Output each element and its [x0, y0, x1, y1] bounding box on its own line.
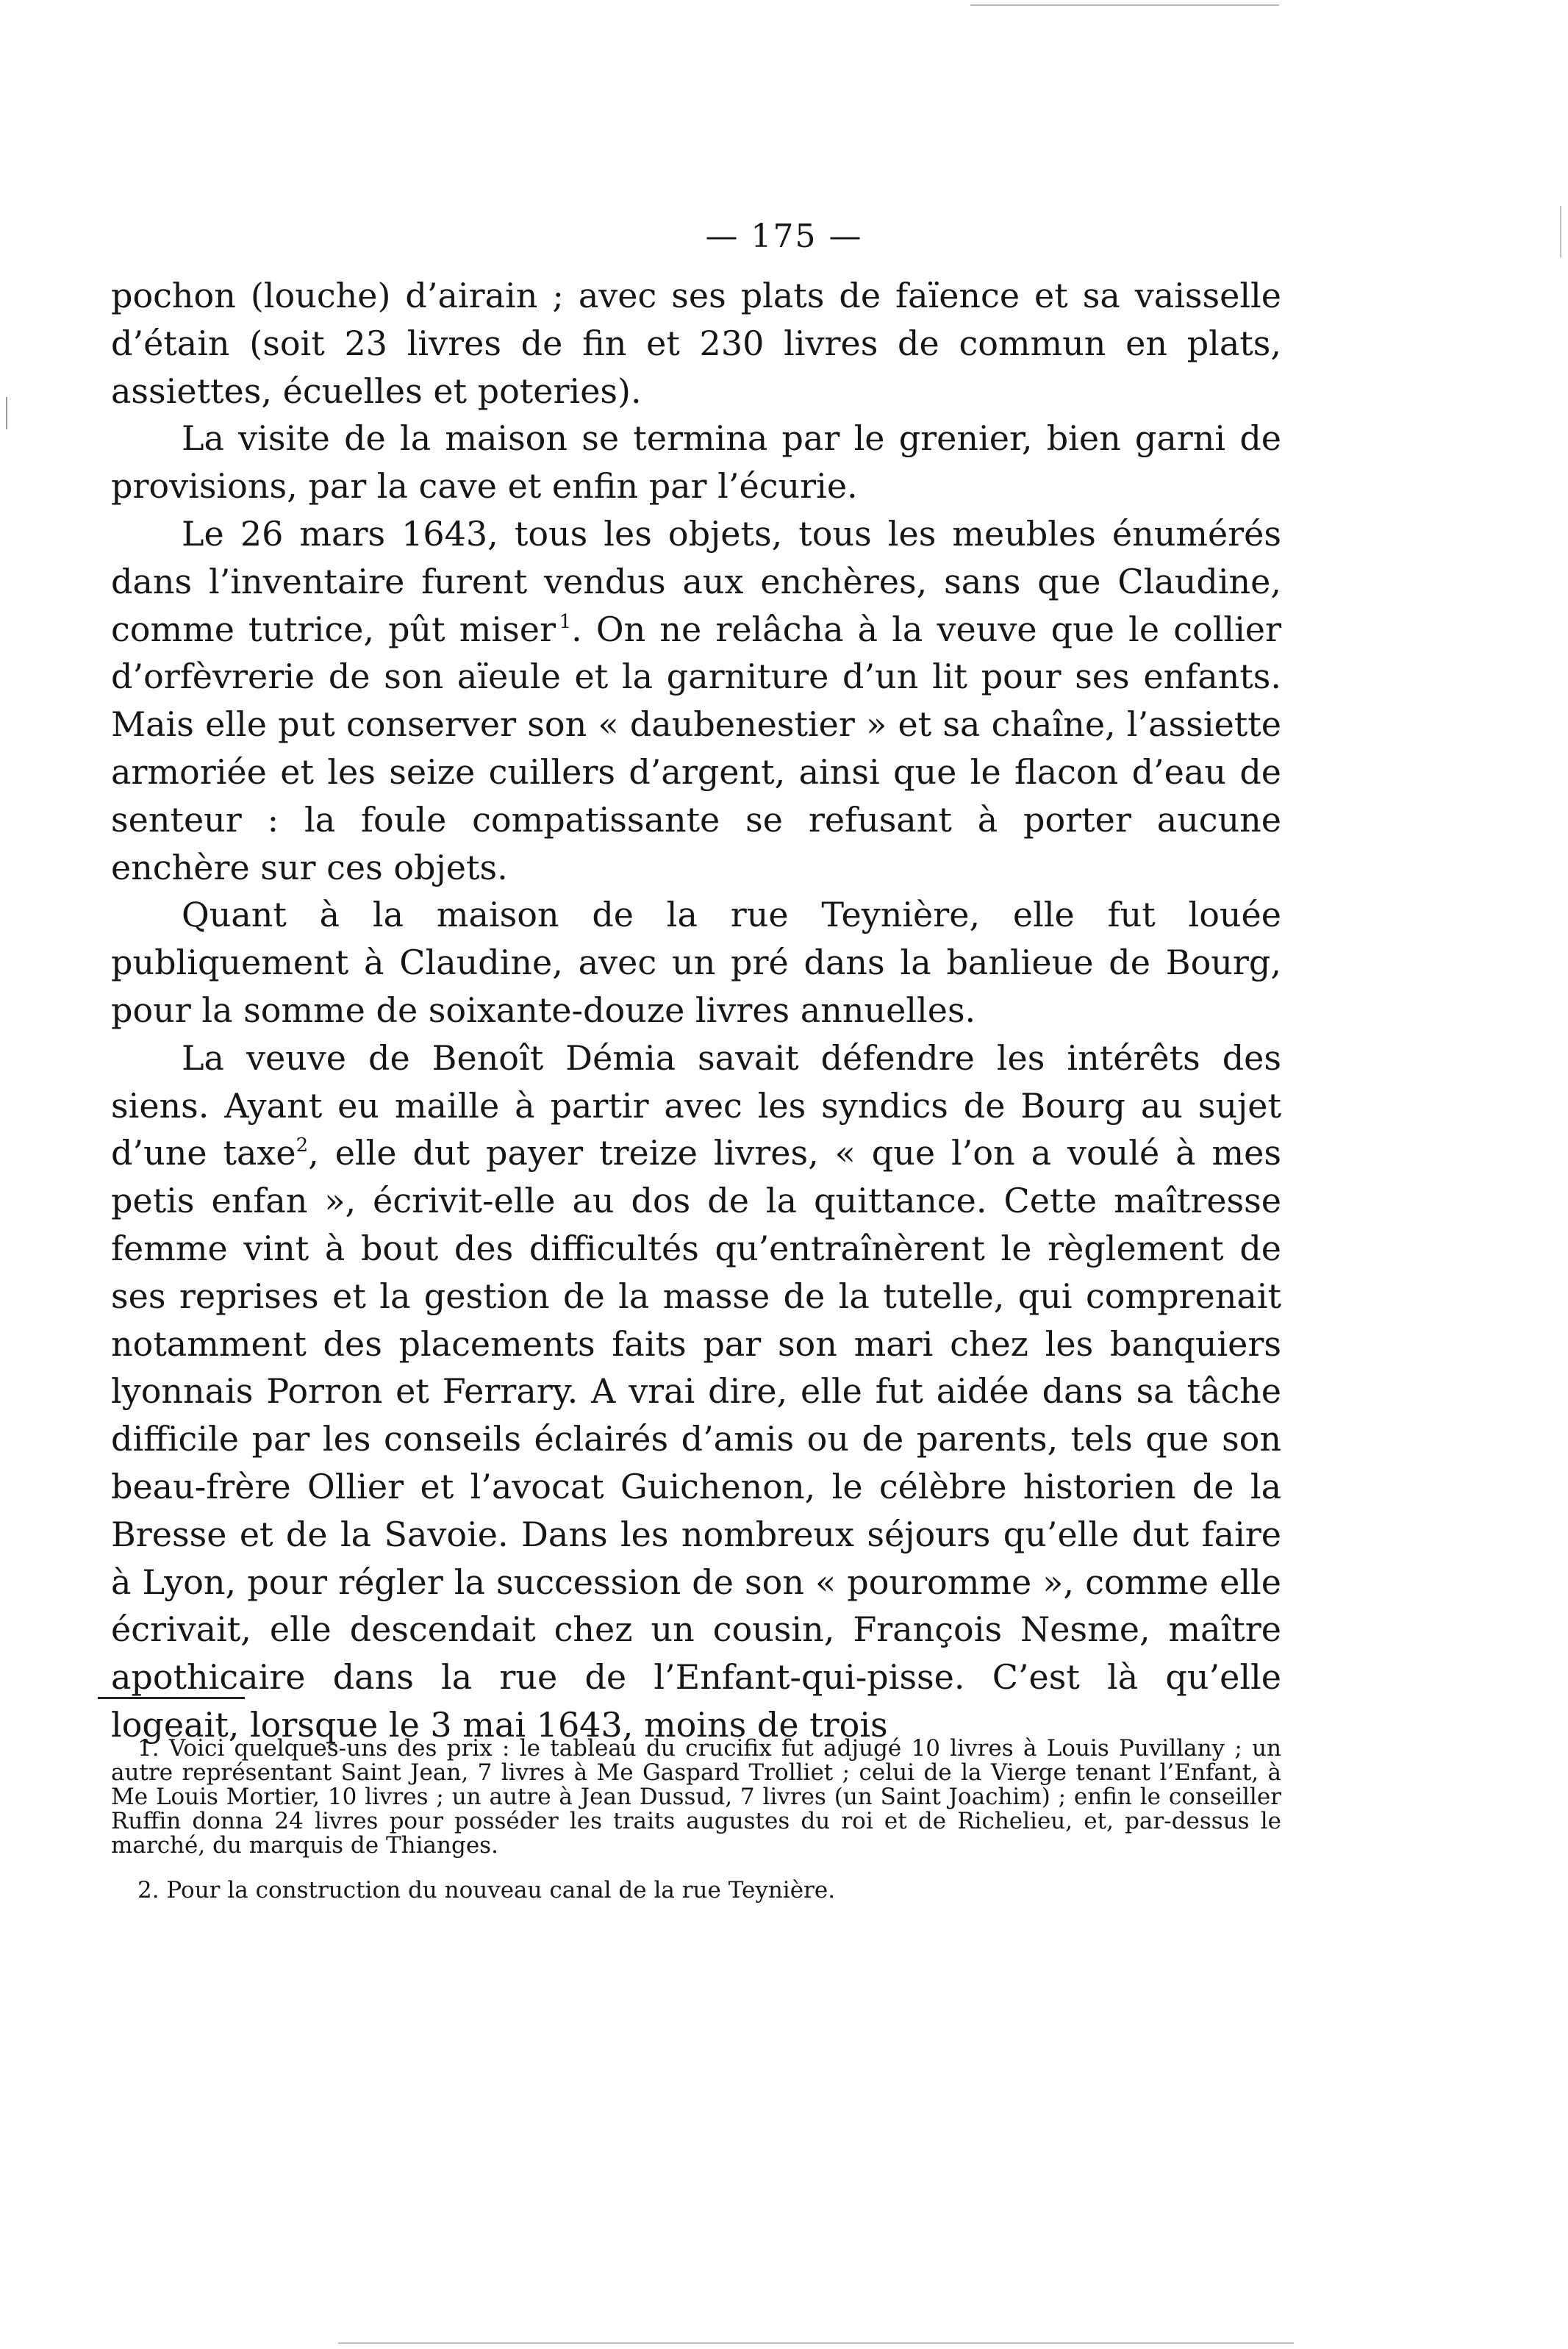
paragraph-4: Quant à la maison de la rue Teynière, elle fut louée publiquement à Claudine, avec un pré dans la banlieue de Bourg, pour la somme de soixante-douze livres annuelles.	[111, 895, 1281, 1030]
paragraph-5-text-after: , elle dut payer treize livres, « que l’on a voulé à mes petis enfan », écrivit-elle au dos de la quittance. Cette maîtresse femme vint à bout des difficultés qu’entraînèrent le règlement de ses reprises et la gestion de la masse de la tutelle, qui comprenait notamment des placements faits par son mari chez les banquiers lyonnais Porron et Ferrary. A vrai dire, elle fut aidée dans sa tâche difficile par les conseils éclairés d’amis ou de parents, tels que son beau-frère Ollier et l’avocat Guichenon, le célèbre historien de la Bresse et de la Savoie. Dans les nombreux séjours qu’elle dut faire à Lyon, pour régler la succession de son « pouromme », comme elle écrivait, elle descendait chez un cousin, François Nesme, maître apothicaire dans la rue de l’Enfant-qui-pisse. C’est là qu’elle logeait, lorsque le 3 mai 1643, moins de trois	[111, 1133, 1281, 1745]
paragraph-1: pochon (louche) d’airain ; avec ses plats de faïence et sa vaisselle d’étain (soit 23 livres de fin et 230 livres de commun en plats, assiettes, écuelles et poteries).	[111, 276, 1281, 411]
scan-edge-mark-right	[1560, 206, 1561, 257]
footnotes	[111, 1737, 1281, 1923]
footnote-ref-2: 2	[296, 1134, 309, 1157]
footnote-ref-1: 1	[559, 610, 572, 633]
body-text	[111, 272, 1281, 1749]
paragraph-3	[111, 510, 1281, 891]
paragraph-5	[111, 1034, 1281, 1749]
page-number: — 175 —	[705, 218, 863, 255]
scan-edge-mark-top	[970, 4, 1279, 6]
scan-edge-mark-left	[6, 397, 7, 429]
footnote-2: 2. Pour la construction du nouveau canal de la rue Teynière.	[137, 1877, 836, 1903]
footnote-1: 1. Voici quelques-uns des prix : le tableau du crucifix fut adjugé 10 livres à Louis Puvillany ; un autre représentant Saint Jean, 7 livres à Me Gaspard Trolliet ; celui de la Vierge tenant l’Enfant, à Me Louis Mortier, 10 livres ; un autre à Jean Dussud, 7 livres (un Saint Joachim) ; enfin le conseiller Ruffin donna 24 livres pour posséder les traits augustes du roi et de Richelieu, et, par-dessus le marché, du marquis de Thianges.	[111, 1735, 1281, 1859]
footnote-divider	[98, 1697, 245, 1699]
paragraph-3-text-after: . On ne relâcha à la veuve que le collier d’orfèvrerie de son aïeule et la garniture d’un lit pour ses enfants. Mais elle put conserver son « daubenestier » et sa chaîne, l’assiette armoriée et les seize cuillers d’argent, ainsi que le flacon d’eau de senteur : la foule compatissante se refusant à porter aucune enchère sur ces objets.	[111, 609, 1281, 887]
paragraph-2: La visite de la maison se termina par le grenier, bien garni de provisions, par la cave et enfin par l’écurie.	[111, 418, 1281, 507]
paragraph-3-text-before: Le 26 mars 1643, tous les objets, tous les meubles énumérés dans l’inventaire furent vendus aux enchères, sans que Claudine, comme tutrice, pût miser	[111, 513, 1281, 649]
paragraph-5-text-before: La veuve de Benoît Démia savait défendre les intérêts des siens. Ayant eu maille à partir avec les syndics de Bourg au sujet d’une taxe	[111, 1037, 1281, 1173]
scan-edge-mark-bottom	[338, 2342, 1294, 2344]
